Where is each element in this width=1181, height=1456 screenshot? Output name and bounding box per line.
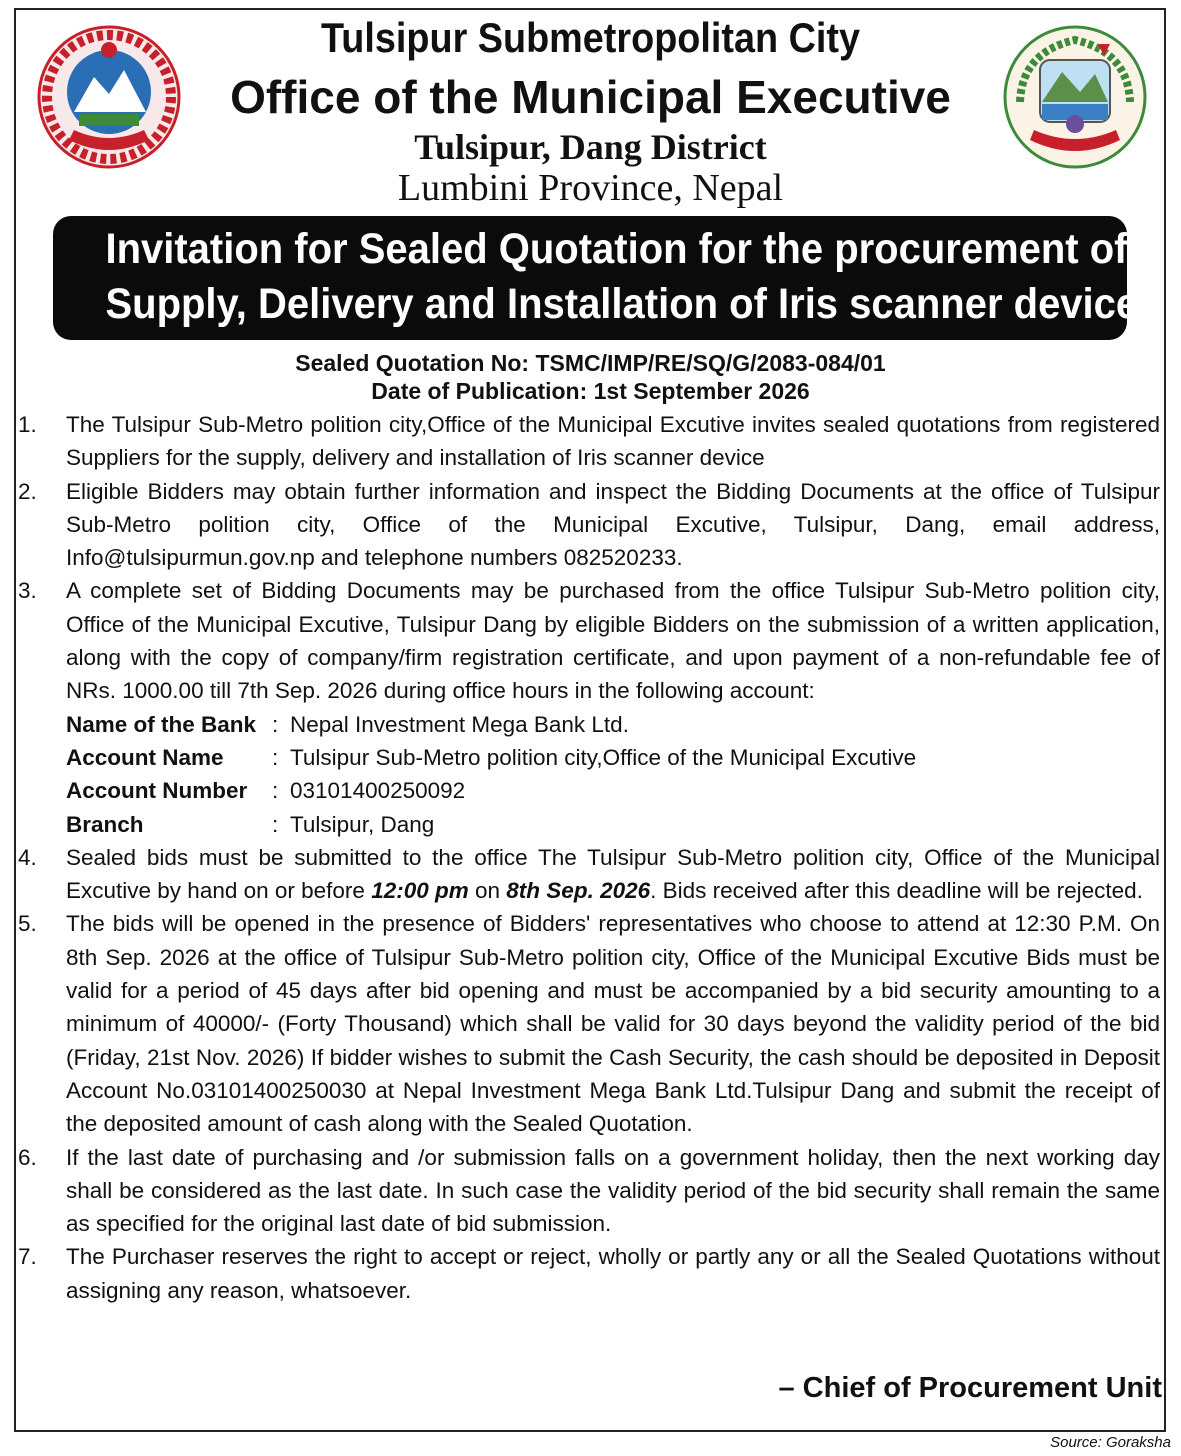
- item-text: . Bids received after this deadline will be rejected.: [650, 878, 1143, 904]
- deadline-time: 12:00 pm: [371, 878, 469, 904]
- account-name-value: Tulsipur Sub-Metro polition city,Office of the Municipal Excutive: [290, 744, 917, 770]
- list-item: [18, 475, 1160, 575]
- item-number: 3.: [18, 578, 37, 604]
- item-text: The Tulsipur Sub-Metro polition city,Office of the Municipal Excutive invites sealed quotations from registered Suppliers for the supply, delivery and installation of Iris scanner device: [66, 412, 1160, 471]
- item-text: The Purchaser reserves the right to accept or reject, wholly or partly any or all the Sealed Quotations without assigning any reason, whatsoever.: [66, 1244, 1160, 1303]
- bank-name-label: Name of the Bank: [66, 711, 257, 737]
- title-line-1: Invitation for Sealed Quotation for the procurement of: [105, 225, 1128, 273]
- title-line-2: Supply, Delivery and Installation of Iris scanner device: [105, 280, 1139, 328]
- list-item: [18, 841, 1160, 908]
- item-text: on: [468, 878, 507, 904]
- bank-separator: :: [272, 811, 279, 837]
- item-number: 6.: [18, 1144, 37, 1170]
- list-item: [18, 907, 1160, 1140]
- bank-details: [66, 708, 1160, 841]
- item-text: If the last date of purchasing and /or submission falls on a government holiday, then the next working day shall be considered as the last date. In such case the validity period of the bid security shall remain the same as specified for the original last date of bid submission.: [66, 1144, 1160, 1237]
- district-name: Tulsipur, Dang District: [414, 127, 767, 167]
- quotation-number: Sealed Quotation No: TSMC/IMP/RE/SQ/G/2083-084/01: [295, 350, 886, 376]
- bank-name-value: Nepal Investment Mega Bank Ltd.: [290, 711, 629, 737]
- city-name: Tulsipur Submetropolitan City: [320, 14, 860, 61]
- branch-label: Branch: [66, 811, 144, 837]
- item-number: 4.: [18, 844, 37, 870]
- source-credit: Source: Goraksha: [1050, 1434, 1171, 1451]
- notice-body: [18, 408, 1160, 1307]
- notice-title-banner: [53, 216, 1139, 340]
- deadline-date: 8th Sep. 2026: [506, 878, 651, 904]
- item-text: The bids will be opened in the presence of Bidders' representatives who choose to attend at 12:30 P.M. On 8th Sep. 2026 at the office of Tulsipur Sub-Metro polition city, Office of the Municipal Excutive Bids must be valid for a period of 45 days after bid opening and must be accompanied by a bid security amounting to a minimum of 40000/- (Forty Thousand) which shall be valid for 30 days beyond the validity period of the bid (Friday, 21st Nov. 2026) If bidder wishes to submit the Cash Security, the cash should be deposited in Deposit Account No.03101400250030 at Nepal Investment Mega Bank Ltd.Tulsipur Dang and submit the receipt of the deposited amount of cash along with the Sealed Quotation.: [66, 911, 1160, 1137]
- office-name: Office of the Municipal Executive: [230, 71, 951, 123]
- publication-date: Date of Publication: 1st September 2026: [371, 378, 810, 404]
- account-number-label: Account Number: [66, 778, 248, 804]
- item-number: 5.: [18, 911, 37, 937]
- list-item: [18, 408, 1160, 475]
- item-number: 7.: [18, 1244, 37, 1270]
- item-text: Sealed bids must be submitted to the office The Tulsipur Sub-Metro polition city, Office of the Municipal Excutive by hand on or before: [66, 844, 1160, 904]
- bank-separator: :: [272, 744, 279, 770]
- list-item: [18, 1240, 1160, 1307]
- branch-value: Tulsipur, Dang: [290, 811, 435, 837]
- item-number: 2.: [18, 478, 37, 504]
- account-name-label: Account Name: [66, 744, 224, 770]
- list-item: [18, 574, 1160, 840]
- item-text: A complete set of Bidding Documents may be purchased from the office Tulsipur Sub-Metro polition city, Office of the Municipal Excutive, Tulsipur Dang by eligible Bidders on the submission of a written application, along with the copy of company/firm registration certificate, and upon payment of a non-refundable fee of NRs. 1000.00 till 7th Sep. 2026 during office hours in the following account:: [66, 578, 1160, 704]
- bank-separator: :: [272, 778, 279, 804]
- bank-separator: :: [272, 711, 279, 737]
- list-item: [18, 1141, 1160, 1241]
- province-name: Lumbini Province, Nepal: [397, 167, 784, 209]
- item-text: Eligible Bidders may obtain further information and inspect the Bidding Documents at the office of Tulsipur Sub-Metro polition city, Office of the Municipal Excutive, Tulsipur, Dang, email address, Info@tulsipurmun.gov.np and telephone numbers 082520233.: [66, 478, 1160, 571]
- account-number-value: 03101400250092: [290, 778, 466, 804]
- signature: – Chief of Procurement Unit: [778, 1372, 1162, 1404]
- item-number: 1.: [18, 412, 37, 437]
